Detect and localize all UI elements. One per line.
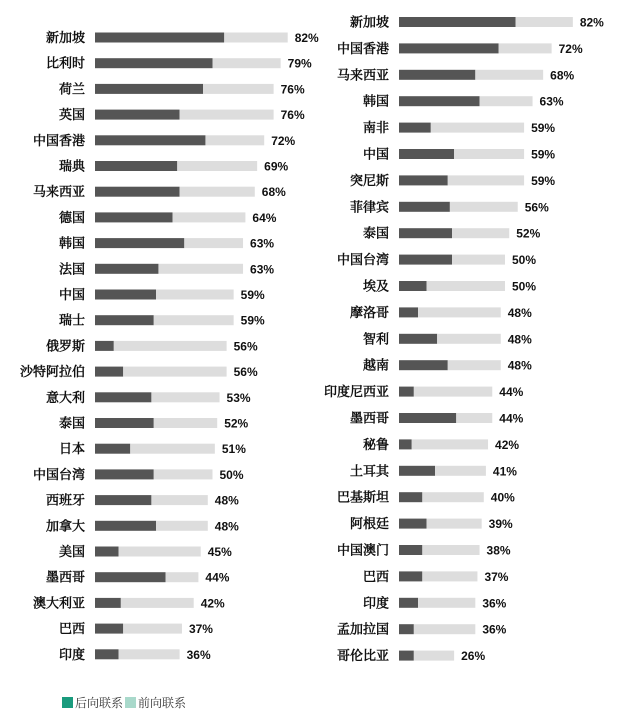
value-label: 59%	[240, 313, 265, 328]
bar-backward	[399, 387, 414, 397]
bar-forward	[452, 255, 505, 265]
category-label: 中国澳门	[336, 543, 389, 559]
bar-backward	[399, 307, 418, 317]
category-label: 越南	[362, 358, 389, 374]
category-label: 瑞士	[58, 313, 85, 329]
legend-swatch-forward	[125, 697, 136, 708]
legend-label-backward: 后向联系	[75, 696, 124, 710]
value-label: 45%	[207, 545, 232, 559]
legend-label-forward: 前向联系	[138, 696, 187, 710]
category-label: 中国台湾	[336, 253, 389, 269]
bar-forward	[154, 469, 213, 479]
bar-forward	[418, 307, 501, 317]
bar-backward	[399, 43, 499, 53]
bar-forward	[456, 413, 492, 423]
category-label: 德国	[58, 210, 85, 226]
category-label: 意大利	[45, 390, 85, 406]
value-label: 39%	[488, 517, 513, 532]
value-label: 53%	[226, 390, 251, 405]
bar-backward	[399, 70, 475, 80]
category-label: 菲律宾	[349, 200, 389, 216]
category-label: 摩洛哥	[349, 305, 389, 321]
value-label: 63%	[250, 262, 275, 277]
category-label: 马来西亚	[32, 185, 85, 201]
value-label: 52%	[516, 226, 541, 241]
bar-backward	[95, 624, 123, 634]
bar-forward	[130, 444, 215, 454]
value-label: 50%	[512, 253, 537, 268]
value-label: 36%	[482, 622, 507, 637]
value-label: 42%	[200, 596, 225, 611]
bar-forward	[184, 238, 243, 248]
value-label: 59%	[531, 173, 556, 188]
bar-forward	[156, 521, 208, 531]
category-label: 泰国	[362, 226, 389, 242]
bar-backward	[95, 238, 184, 248]
bar-forward	[151, 392, 219, 402]
category-label: 英国	[58, 108, 85, 124]
bar-backward	[399, 17, 516, 27]
category-label: 墨西哥	[45, 570, 85, 586]
value-label: 48%	[507, 332, 532, 347]
chart-panel-right	[324, 15, 604, 665]
category-label: 印度	[58, 647, 85, 663]
chart-panel-left	[20, 30, 319, 663]
bar-backward	[399, 202, 450, 212]
bar-backward	[95, 418, 154, 428]
value-label: 68%	[261, 185, 286, 200]
value-label: 72%	[558, 41, 583, 56]
bar-backward	[399, 96, 480, 106]
category-label: 荷兰	[58, 82, 85, 98]
category-label: 秘鲁	[362, 437, 389, 453]
bar-forward	[180, 110, 274, 120]
bar-forward	[119, 547, 201, 557]
bar-backward	[95, 212, 173, 222]
category-label: 土耳其	[349, 464, 389, 480]
category-label: 智利	[362, 332, 389, 348]
bar-forward	[422, 571, 477, 581]
value-label: 59%	[531, 147, 556, 162]
bar-forward	[414, 651, 454, 661]
category-label: 中国香港	[336, 41, 389, 57]
bar-backward	[95, 649, 119, 659]
value-label: 50%	[219, 467, 244, 482]
bar-backward	[399, 123, 431, 133]
value-label: 64%	[252, 210, 277, 225]
category-label: 巴西	[58, 622, 85, 638]
value-label: 56%	[524, 200, 549, 215]
bar-forward	[422, 492, 483, 502]
bar-backward	[399, 334, 437, 344]
category-label: 沙特阿拉伯	[19, 365, 85, 381]
category-label: 新加坡	[45, 31, 85, 46]
category-label: 巴基斯坦	[336, 490, 389, 506]
legend-item-forward	[125, 694, 186, 711]
value-label: 50%	[512, 279, 537, 294]
value-label: 48%	[214, 493, 239, 508]
bar-backward	[95, 58, 213, 68]
bar-backward	[399, 360, 448, 370]
value-label: 59%	[531, 121, 556, 136]
category-label: 美国	[58, 545, 85, 560]
bar-backward	[399, 281, 427, 291]
category-label: 印度	[362, 596, 389, 612]
bar-forward	[151, 495, 207, 505]
bar-backward	[95, 547, 119, 557]
bar-forward	[121, 598, 194, 608]
bar-backward	[399, 624, 414, 634]
value-label: 44%	[499, 385, 524, 400]
category-label: 泰国	[58, 416, 85, 432]
category-label: 墨西哥	[349, 411, 389, 427]
category-label: 瑞典	[58, 159, 85, 175]
value-label: 51%	[221, 442, 246, 457]
category-label: 中国	[58, 288, 85, 303]
bar-forward	[119, 649, 180, 659]
category-label: 加拿大	[45, 519, 85, 535]
bar-forward	[158, 264, 243, 274]
bar-backward	[399, 651, 414, 661]
bar-backward	[95, 469, 154, 479]
bar-backward	[95, 135, 205, 145]
bar-forward	[154, 315, 234, 325]
value-label: 63%	[539, 94, 564, 109]
value-label: 63%	[250, 236, 275, 251]
bar-forward	[412, 439, 488, 449]
bar-backward	[95, 444, 130, 454]
value-label: 37%	[484, 569, 509, 584]
value-label: 44%	[205, 570, 230, 585]
category-label: 韩国	[362, 94, 389, 110]
bar-backward	[95, 290, 156, 300]
bar-backward	[95, 33, 224, 43]
category-label: 比利时	[45, 56, 85, 72]
category-label: 南非	[362, 121, 389, 137]
bar-forward	[114, 341, 227, 351]
value-label: 37%	[188, 622, 213, 637]
bar-forward	[213, 58, 281, 68]
bar-forward	[173, 212, 246, 222]
bar-forward	[448, 360, 501, 370]
value-label: 26%	[461, 649, 486, 664]
bar-backward	[399, 149, 454, 159]
bar-forward	[414, 624, 475, 634]
bar-forward	[475, 70, 543, 80]
category-label: 中国	[362, 147, 389, 163]
bar-backward	[399, 598, 418, 608]
bar-backward	[95, 598, 121, 608]
bar-forward	[422, 545, 479, 555]
bar-forward	[154, 418, 217, 428]
bar-forward	[166, 572, 199, 582]
value-label: 76%	[280, 82, 305, 97]
bar-backward	[95, 187, 180, 197]
legend-swatch-backward	[62, 697, 73, 708]
bar-forward	[123, 624, 182, 634]
value-label: 48%	[214, 519, 239, 534]
category-label: 日本	[58, 442, 85, 458]
bar-backward	[399, 439, 412, 449]
bar-backward	[95, 84, 203, 94]
value-label: 59%	[240, 288, 265, 302]
category-label: 中国香港	[32, 133, 85, 149]
bar-forward	[205, 135, 264, 145]
value-label: 38%	[486, 543, 511, 558]
bar-forward	[431, 123, 524, 133]
value-label: 48%	[507, 358, 532, 373]
value-label: 82%	[579, 15, 604, 30]
bar-forward	[437, 334, 501, 344]
category-label: 中国台湾	[32, 467, 85, 483]
value-label: 36%	[186, 647, 211, 662]
bar-forward	[427, 519, 482, 529]
category-label: 突尼斯	[349, 173, 389, 189]
bar-backward	[95, 161, 177, 171]
bar-forward	[427, 281, 505, 291]
bar-backward	[399, 413, 456, 423]
value-label: 36%	[482, 596, 507, 611]
value-label: 41%	[492, 464, 517, 479]
category-label: 阿根廷	[349, 517, 389, 533]
bar-forward	[180, 187, 255, 197]
category-label: 澳大利亚	[32, 596, 85, 612]
bar-backward	[95, 367, 123, 377]
bar-forward	[499, 43, 552, 53]
category-label: 印度尼西亚	[323, 385, 389, 401]
bar-backward	[399, 571, 422, 581]
bar-backward	[399, 492, 422, 502]
category-label: 哥伦比亚	[336, 649, 389, 665]
bar-forward	[435, 466, 486, 476]
value-label: 40%	[490, 490, 515, 505]
bar-forward	[480, 96, 533, 106]
value-label: 68%	[550, 68, 575, 83]
bar-backward	[95, 572, 166, 582]
category-label: 埃及	[362, 279, 389, 295]
bar-forward	[224, 33, 287, 43]
value-label: 52%	[224, 416, 249, 431]
category-label: 孟加拉国	[336, 622, 389, 638]
bar-backward	[95, 521, 156, 531]
bar-backward	[399, 228, 452, 238]
legend	[62, 694, 188, 711]
bar-forward	[177, 161, 257, 171]
bar-backward	[399, 545, 422, 555]
legend-item-backward	[62, 694, 123, 711]
value-label: 69%	[264, 159, 289, 174]
bar-backward	[399, 255, 452, 265]
bar-backward	[95, 110, 180, 120]
bar-backward	[95, 341, 114, 351]
bar-forward	[203, 84, 274, 94]
bar-backward	[399, 519, 427, 529]
value-label: 56%	[233, 365, 258, 380]
bar-forward	[454, 149, 524, 159]
bar-backward	[95, 392, 151, 402]
bar-forward	[414, 387, 492, 397]
bar-forward	[448, 175, 524, 185]
category-label: 巴西	[362, 569, 389, 585]
bar-backward	[95, 264, 158, 274]
value-label: 76%	[280, 108, 305, 123]
bar-forward	[450, 202, 518, 212]
value-label: 79%	[287, 56, 312, 71]
category-label: 马来西亚	[336, 68, 389, 84]
value-label: 56%	[233, 339, 258, 354]
category-label: 新加坡	[349, 15, 389, 31]
value-label: 82%	[294, 31, 319, 45]
category-label: 俄罗斯	[45, 339, 85, 355]
value-label: 72%	[271, 133, 296, 148]
bar-backward	[95, 315, 154, 325]
bar-backward	[399, 466, 435, 476]
bar-forward	[123, 367, 226, 377]
bar-backward	[399, 175, 448, 185]
value-label: 44%	[499, 411, 524, 426]
bar-backward	[95, 495, 151, 505]
category-label: 韩国	[58, 236, 85, 252]
bar-forward	[452, 228, 509, 238]
value-label: 42%	[495, 437, 520, 452]
bar-forward	[516, 17, 573, 27]
category-label: 西班牙	[45, 493, 85, 509]
bar-forward	[418, 598, 475, 608]
category-label: 法国	[58, 262, 85, 278]
bar-forward	[156, 290, 234, 300]
value-label: 48%	[507, 305, 532, 320]
